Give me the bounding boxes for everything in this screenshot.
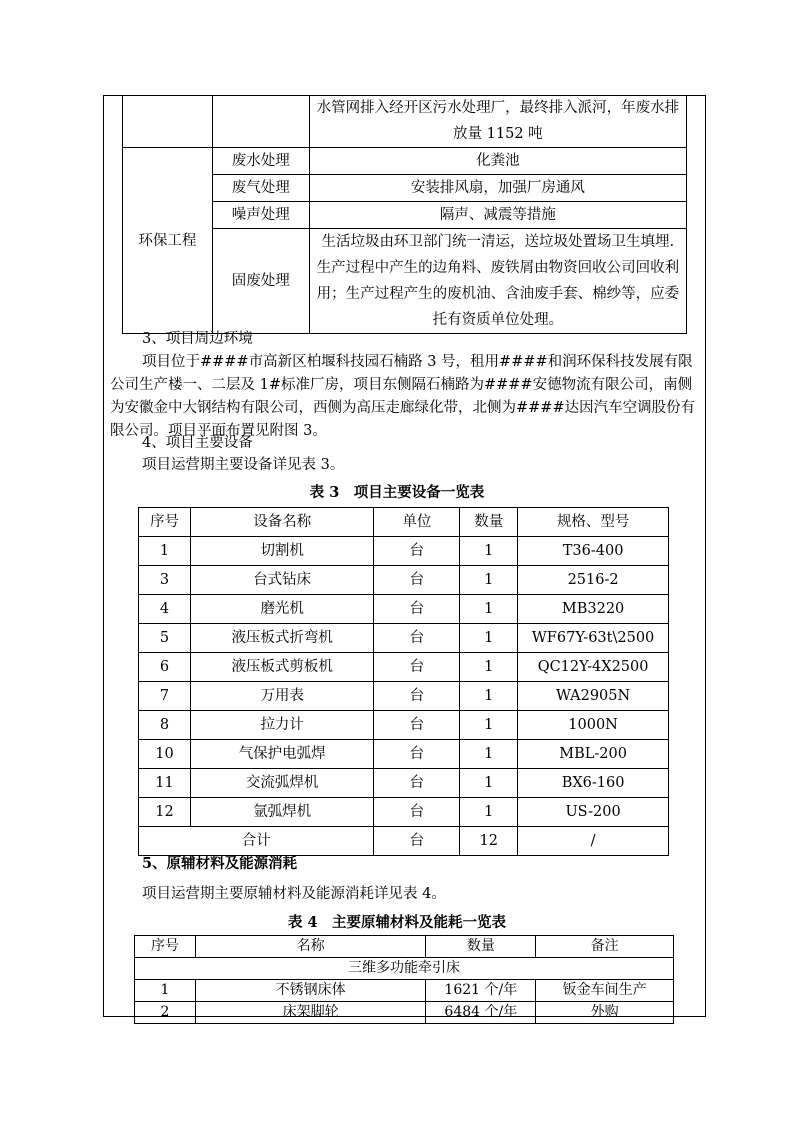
cell-no: 1 bbox=[135, 980, 196, 1002]
cell-spec: QC12Y-4X2500 bbox=[518, 653, 669, 682]
total-spec: / bbox=[518, 827, 669, 856]
cell-no: 4 bbox=[139, 595, 191, 624]
total-unit: 台 bbox=[374, 827, 460, 856]
cell-unit: 台 bbox=[374, 769, 460, 798]
equipment-table-caption: 表 3 项目主要设备一览表 bbox=[309, 484, 485, 501]
table-row bbox=[123, 148, 687, 175]
column-header: 备注 bbox=[536, 936, 674, 958]
cell-name: 液压板式剪板机 bbox=[190, 653, 374, 682]
cell-no: 7 bbox=[139, 682, 191, 711]
cell-spec: 1000N bbox=[518, 711, 669, 740]
material-table-caption: 表 4 主要原辅材料及能耗一览表 bbox=[287, 914, 507, 931]
cell-unit: 台 bbox=[374, 653, 460, 682]
cell-unit: 台 bbox=[374, 711, 460, 740]
total-label: 合计 bbox=[139, 827, 374, 856]
env-protection-table bbox=[122, 95, 687, 334]
env-item: 噪声处理 bbox=[212, 202, 309, 229]
section5-body: 项目运营期主要原辅材料及能源消耗详见表 4。 bbox=[142, 886, 446, 902]
column-header: 序号 bbox=[135, 936, 196, 958]
cell-name: 切割机 bbox=[190, 537, 374, 566]
cell-name: 台式钻床 bbox=[190, 566, 374, 595]
table-row bbox=[139, 682, 669, 711]
cell-unit: 台 bbox=[374, 624, 460, 653]
cell-qty: 1 bbox=[460, 769, 518, 798]
cell-note: 外购 bbox=[536, 1002, 674, 1024]
cell-no: 11 bbox=[139, 769, 191, 798]
column-header: 数量 bbox=[460, 508, 518, 537]
cell-no: 1 bbox=[139, 537, 191, 566]
section3-body: 项目位于####市高新区柏堰科技园石楠路 3 号，租用####和润环保科技发展有限公司生产楼一、二层及 1#标准厂房，项目东侧隔石楠路为####安德物流有限公司，南侧为安徽金中大钢结构有限公司，西侧为高压走廊绿化带，北侧为####达因汽车空调股份有限公司。项目平面布置见附图 3。 bbox=[110, 354, 696, 439]
cell-unit: 台 bbox=[374, 537, 460, 566]
cell-spec: MBL-200 bbox=[518, 740, 669, 769]
column-header: 设备名称 bbox=[190, 508, 374, 537]
cell-qty: 1 bbox=[460, 798, 518, 827]
table-row bbox=[139, 537, 669, 566]
total-qty: 12 bbox=[460, 827, 518, 856]
cell-qty: 1 bbox=[460, 537, 518, 566]
material-table bbox=[134, 935, 674, 1024]
env-measure: 生活垃圾由环卫部门统一清运，送垃圾处置场卫生填埋. 生产过程中产生的边角料、废铁屑由物资回收公司回收利用；生产过程产生的废机油、含油废手套、棉纱等，应委托有资质单位处理。 bbox=[309, 229, 686, 334]
equipment-table bbox=[138, 507, 669, 856]
cell-name: 床架脚轮 bbox=[195, 1002, 426, 1024]
cell-qty: 6484 个/年 bbox=[426, 1002, 536, 1024]
cell-spec: WA2905N bbox=[518, 682, 669, 711]
cell-no: 2 bbox=[135, 1002, 196, 1024]
table-group-row bbox=[135, 958, 674, 980]
table-row bbox=[139, 624, 669, 653]
cell-spec: 2516-2 bbox=[518, 566, 669, 595]
cell-unit: 台 bbox=[374, 566, 460, 595]
cell-unit: 台 bbox=[374, 798, 460, 827]
env-measure: 安装排风扇，加强厂房通风 bbox=[309, 175, 686, 202]
table-row bbox=[139, 740, 669, 769]
table-row bbox=[135, 1002, 674, 1024]
table-header-row bbox=[135, 936, 674, 958]
table-row bbox=[139, 595, 669, 624]
cell-name: 液压板式折弯机 bbox=[190, 624, 374, 653]
cell-qty: 1 bbox=[460, 740, 518, 769]
env-item: 废气处理 bbox=[212, 175, 309, 202]
cell-no: 6 bbox=[139, 653, 191, 682]
cell-qty: 1 bbox=[460, 566, 518, 595]
table-row bbox=[135, 980, 674, 1002]
table-row bbox=[123, 95, 687, 148]
cell-name: 氩弧焊机 bbox=[190, 798, 374, 827]
env-top-text: 水管网排入经开区污水处理厂，最终排入派河，年废水排放量 1152 吨 bbox=[309, 95, 686, 148]
cell-qty: 1 bbox=[460, 595, 518, 624]
cell-name: 拉力计 bbox=[190, 711, 374, 740]
cell-qty: 1 bbox=[460, 682, 518, 711]
cell-unit: 台 bbox=[374, 740, 460, 769]
env-measure: 隔声、减震等措施 bbox=[309, 202, 686, 229]
section4-body: 项目运营期主要设备详见表 3。 bbox=[142, 457, 345, 473]
cell-qty: 1621 个/年 bbox=[426, 980, 536, 1002]
column-header: 单位 bbox=[374, 508, 460, 537]
cell-name: 交流弧焊机 bbox=[190, 769, 374, 798]
cell-no: 10 bbox=[139, 740, 191, 769]
column-header: 名称 bbox=[195, 936, 426, 958]
env-item: 废水处理 bbox=[212, 148, 309, 175]
column-header: 序号 bbox=[139, 508, 191, 537]
cell-qty: 1 bbox=[460, 624, 518, 653]
table-row bbox=[139, 798, 669, 827]
env-measure: 化粪池 bbox=[309, 148, 686, 175]
table-row bbox=[139, 566, 669, 595]
column-header: 数量 bbox=[426, 936, 536, 958]
cell-note: 钣金车间生产 bbox=[536, 980, 674, 1002]
cell-spec: WF67Y-63t\2500 bbox=[518, 624, 669, 653]
env-item: 固废处理 bbox=[212, 229, 309, 334]
column-header: 规格、型号 bbox=[518, 508, 669, 537]
table-row bbox=[139, 769, 669, 798]
cell-name: 气保护电弧焊 bbox=[190, 740, 374, 769]
table-row bbox=[139, 653, 669, 682]
cell-name: 不锈钢床体 bbox=[195, 980, 426, 1002]
cell-no: 8 bbox=[139, 711, 191, 740]
group-label: 三维多功能牵引床 bbox=[135, 958, 674, 980]
cell-no: 12 bbox=[139, 798, 191, 827]
section5-heading: 5、原辅材料及能源消耗 bbox=[142, 855, 298, 872]
cell-qty: 1 bbox=[460, 711, 518, 740]
env-category: 环保工程 bbox=[123, 148, 213, 334]
cell-name: 万用表 bbox=[190, 682, 374, 711]
cell-unit: 台 bbox=[374, 682, 460, 711]
table-header-row bbox=[139, 508, 669, 537]
cell-qty: 1 bbox=[460, 653, 518, 682]
cell-spec: T36-400 bbox=[518, 537, 669, 566]
cell-spec: BX6-160 bbox=[518, 769, 669, 798]
cell-unit: 台 bbox=[374, 595, 460, 624]
cell-no: 3 bbox=[139, 566, 191, 595]
cell-spec: US-200 bbox=[518, 798, 669, 827]
cell-no: 5 bbox=[139, 624, 191, 653]
section4-heading: 4、项目主要设备 bbox=[142, 435, 253, 451]
cell-name: 磨光机 bbox=[190, 595, 374, 624]
section3-heading: 3、项目周边环境 bbox=[142, 331, 253, 347]
table-row bbox=[139, 711, 669, 740]
cell-spec: MB3220 bbox=[518, 595, 669, 624]
